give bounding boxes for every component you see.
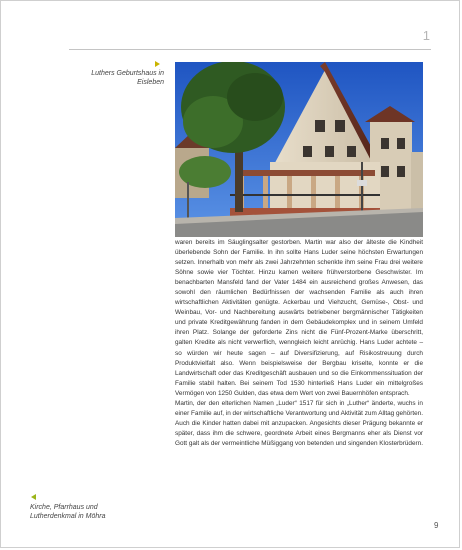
photo-birth-house <box>175 62 423 237</box>
photo-caption-church: Kirche, Pfarrhaus und Lutherdenkmal in Möhra <box>30 504 106 520</box>
body-text <box>175 238 423 449</box>
photo-caption-birth-house: Luthers Geburtshaus in Eisleben <box>91 70 164 86</box>
page-number: 9 <box>434 521 439 530</box>
header-rule <box>69 49 431 50</box>
caption-marker-right-icon <box>155 61 160 67</box>
body-paragraph: Martin, der den elterlichen Namen „Luder“ 1517 für sich in „Luther“ änderte, wuchs in einer Familie auf, in der wirtschaftliche Verantwortung und Aktivität zum Alltag gehörten. Auch die Kinder hatten dabei mit anzupacken. Angesichts dieser Prägung bekannte er später, dass ihm die schwere, geordnete Arbeit eines Bergmanns eher als Dienst vor Gott galt als der vermeintliche Müßiggang von betenden und singenden Klosterbrüdern. <box>175 399 423 447</box>
chapter-number: 1 <box>422 28 430 43</box>
body-paragraph: waren bereits im Säuglingsalter gestorben. Martin war also der älteste die Kindheit überlebende Sohn der Familie. In ihn sollte Hans Luder seine höchsten Erwartungen setzen. Innerhalb von mehr als zwei Jahrzehnten schenkte ihm seine Frau drei weitere Söhne sowie vier Töchter. Hinzu kamen weitere frühverstorbene Geschwister. Im benachbarten Mansfeld fand der Vater 1484 ein ausreichend großes Anwesen, das sowohl den räumlichen Bedürfnissen der wachsenden Familie als auch ihren wirtschaftlichen Aktivitäten genügte. Ackerbau und Viehzucht, Gemüse-, Obst- und Weinbau, Vor- und Nachbereitung auswärts betriebener bergmännischer Tätigkeiten und private Kreditgewährung fanden in dem Gebäudekomplex und in seinem Umfeld ihren Platz. Solange der geforderte Zins nicht die Fünf-Prozent-Marke überschritt, galten Kredite als nicht verwerflich, wenngleich leicht anrüchig. Hans Luder achtete – so würden wir heute sagen – auf Diversifizierung, auf Risikostreuung durch Produktvielfalt also. Wenn beispielsweise der Bergbau kriselte, konnte er die Landwirtschaft oder das Kreditgeschäft ausbauen und so die Einkommenssituation der Familie stabil halten. Bei seinem Tod 1530 hinterließ Hans Luder ein mittelgroßes Vermögen von 1250 Gulden, das etwa dem Wert von zwei Bauernhöfen entsprach. <box>175 239 423 397</box>
caption-marker-left-icon <box>31 494 36 500</box>
